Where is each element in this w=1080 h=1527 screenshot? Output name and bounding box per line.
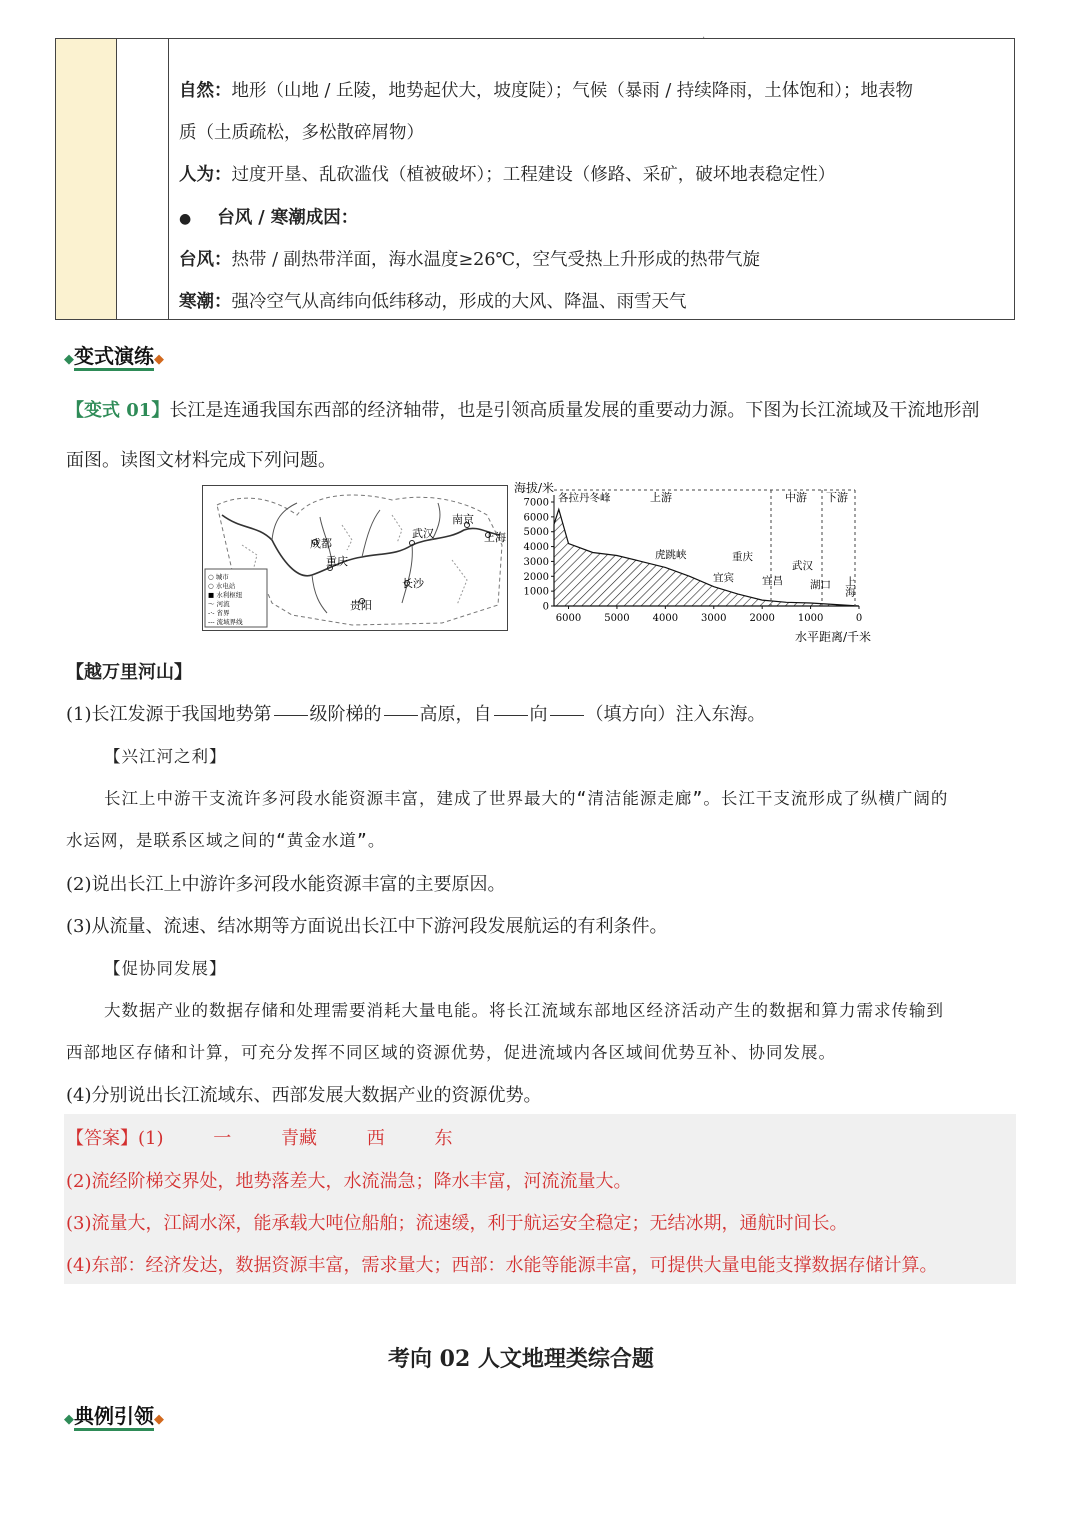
table-line-3 xyxy=(179,161,835,186)
y-tick-label: 7000 xyxy=(523,497,549,509)
q1-text-e: （填方向）注入东海。 xyxy=(585,704,766,725)
answer-1-label: (1) xyxy=(138,1128,164,1149)
x-tick-label: 1000 xyxy=(797,613,824,624)
legend-item: -·- 省界 xyxy=(208,609,230,617)
map-city-label: 重庆 xyxy=(326,555,348,568)
y-axis xyxy=(524,498,554,613)
answer-1-value: 西 xyxy=(366,1128,385,1149)
section-header-practice xyxy=(64,340,164,369)
map-city-label: 长沙 xyxy=(402,577,424,590)
table-line-5 xyxy=(179,246,760,271)
answer-1-value: 东 xyxy=(434,1128,453,1149)
table-content-cell xyxy=(169,39,1014,319)
diamond-right-icon: ◆ xyxy=(154,1412,164,1427)
section-header-example xyxy=(64,1400,164,1429)
diamond-right-icon: ◆ xyxy=(154,352,164,367)
legend-item: ～ 河流 xyxy=(208,600,230,608)
typhoon-text: 热带 / 副热带洋面，海水温度≥26℃，空气受热上升形成的热带气旋 xyxy=(231,250,761,270)
x-tick-label: 3000 xyxy=(701,613,727,624)
y-tick-label: 6000 xyxy=(523,512,549,524)
y-tick-label: 0 xyxy=(542,601,549,613)
x-tick-label: 5000 xyxy=(604,613,630,624)
natural-text: 地形（山地 / 丘陵，地势起伏大，坡度陡）；气候（暴雨 / 持续降雨，土体饱和）；地表物 xyxy=(231,81,914,101)
table-col-1 xyxy=(56,39,117,319)
x-tick-label: 2000 xyxy=(749,613,775,624)
legend-item: --- 流域界线 xyxy=(208,618,243,626)
human-label: 人为： xyxy=(179,165,232,185)
answer-line-4: (4)东部：经济发达，数据资源丰富，需求量大；西部：水能等能源丰富，可提供大量电能支撑数据存储计算。 xyxy=(66,1255,938,1276)
yangtze-basin-map xyxy=(202,485,508,631)
q1-text-c: 高原，自 xyxy=(419,704,492,725)
table-line-2 xyxy=(179,119,424,144)
blank-2[interactable] xyxy=(384,714,418,716)
top-mark: . xyxy=(702,30,706,41)
q1-text-b: 级阶梯的 xyxy=(309,704,382,725)
section-label: 上游 xyxy=(650,491,672,504)
yangtze-profile-chart xyxy=(512,480,882,646)
answer-tag: 【答案】 xyxy=(66,1128,138,1149)
elevation-area xyxy=(554,509,859,606)
section-title: 变式演练 xyxy=(74,344,154,371)
map-city-label: 贵阳 xyxy=(350,599,372,612)
place-label: 湖口 xyxy=(810,579,831,591)
human-text: 过度开垦、乱砍滥伐（植被破坏）；工程建设（修路、采矿，破坏地表稳定性） xyxy=(231,165,836,185)
answer-line-3: (3)流量大，江阔水深，能承载大吨位船舶；流速缓，利于航运安全稳定；无结冰期，通航时间长。 xyxy=(66,1213,848,1234)
place-label: 宜宾 xyxy=(713,572,734,584)
map-city-label: 上海 xyxy=(484,531,506,544)
map-city-label: 南京 xyxy=(452,513,474,526)
section-label: 中游 xyxy=(785,491,807,504)
part3-header: 【促协同发展】 xyxy=(104,959,227,978)
part3-text-1: 大数据产业的数据存储和处理需要消耗大量电能。将长江流域东部地区经济活动产生的数据和算力需求传输到 xyxy=(104,1001,944,1020)
natural-text-cont: 质（土质疏松，多松散碎屑物） xyxy=(179,123,424,143)
variant-intro-line-2: 面图。读图文材料完成下列问题。 xyxy=(66,450,336,471)
table-line-1 xyxy=(179,77,913,102)
summary-table xyxy=(55,38,1015,320)
place-label: 虎跳峡 xyxy=(655,549,687,561)
diamond-left-icon: ◆ xyxy=(64,352,74,367)
chart-ylabel: 海拔/米 xyxy=(514,481,555,495)
blank-3[interactable] xyxy=(494,714,528,716)
legend-item: ○ 水电站 xyxy=(208,582,236,590)
part2-header: 【兴江河之利】 xyxy=(104,747,227,766)
y-tick-label: 3000 xyxy=(523,556,549,568)
legend-item: ■ 水利枢纽 xyxy=(208,591,243,599)
typhoon-label: 台风： xyxy=(179,250,232,270)
place-label: 各拉丹冬峰 xyxy=(558,492,611,504)
x-tick-label: 6000 xyxy=(555,613,582,624)
variant-text-1: 长江是连通我国东西部的经济轴带，也是引领高质量发展的重要动力源。下图为长江流域及干流地形剖 xyxy=(169,400,980,421)
part2-text-1: 长江上中游干支流许多河段水能资源丰富，建成了世界最大的“清洁能源走廊”。长江干支流形成了纵横广阔的 xyxy=(104,789,949,808)
x-tick-label: 0 xyxy=(855,613,863,624)
part1-header: 【越万里河山】 xyxy=(66,662,192,683)
y-tick-label: 1000 xyxy=(523,586,549,598)
bullet-icon: ● xyxy=(179,211,192,227)
cold-wave-label: 寒潮： xyxy=(179,292,232,312)
section-title: 典例引领 xyxy=(74,1404,154,1431)
q1-text-d: 向 xyxy=(529,704,548,725)
answer-1-value: 青藏 xyxy=(280,1128,317,1149)
y-tick-label: 4000 xyxy=(523,542,549,554)
y-tick-label: 5000 xyxy=(523,527,549,539)
answer-1-value: 一 xyxy=(213,1128,232,1149)
place-label: 宜昌 xyxy=(762,575,783,587)
question-1 xyxy=(66,700,766,726)
diamond-left-icon: ◆ xyxy=(64,1412,74,1427)
legend-item: ○ 城市 xyxy=(208,573,229,581)
typhoon-cold-title: 台风 / 寒潮成因： xyxy=(217,208,359,228)
part2-text-2: 水运网，是联系区域之间的“黄金水道”。 xyxy=(66,831,386,850)
x-tick-label: 4000 xyxy=(652,613,679,624)
cold-wave-text: 强冷空气从高纬向低纬移动，形成的大风、降温、雨雪天气 xyxy=(231,292,687,312)
table-col-2 xyxy=(116,39,169,319)
variant-tag: 【变式 01】 xyxy=(66,400,170,421)
blank-4[interactable] xyxy=(550,714,584,716)
part3-text-2: 西部地区存储和计算，可充分发挥不同区域的资源优势，促进流域内各区域间优势互补、协同发展。 xyxy=(66,1043,836,1062)
y-tick-label: 2000 xyxy=(523,571,549,583)
q1-text-a: (1)长江发源于我国地势第 xyxy=(66,704,272,725)
map-city-label: 武汉 xyxy=(412,527,434,540)
map-city-label: 成都 xyxy=(310,537,332,550)
blank-1[interactable] xyxy=(274,714,308,716)
place-label: 上海 xyxy=(844,576,856,597)
question-2: (2)说出长江上中游许多河段水能资源丰富的主要原因。 xyxy=(66,874,506,895)
question-3: (3)从流量、流速、结冰期等方面说出长江中下游河段发展航运的有利条件。 xyxy=(66,916,668,937)
place-label: 重庆 xyxy=(732,551,753,563)
variant-intro-line-1 xyxy=(66,396,979,422)
table-line-4 xyxy=(179,204,358,229)
place-label: 武汉 xyxy=(792,560,813,572)
section-label: 下游 xyxy=(826,491,848,504)
natural-label: 自然： xyxy=(179,81,232,101)
answer-line-1 xyxy=(66,1124,452,1150)
table-line-6 xyxy=(179,288,687,313)
chart-xlabel: 水平距离/千米 xyxy=(795,630,872,644)
answer-line-2: (2)流经阶梯交界处，地势落差大，水流湍急；降水丰富，河流流量大。 xyxy=(66,1171,632,1192)
question-4: (4)分别说出长江流域东、西部发展大数据产业的资源优势。 xyxy=(66,1085,542,1106)
subsection-title: 考向 02 人文地理类综合题 xyxy=(388,1346,654,1372)
x-axis xyxy=(556,606,862,624)
